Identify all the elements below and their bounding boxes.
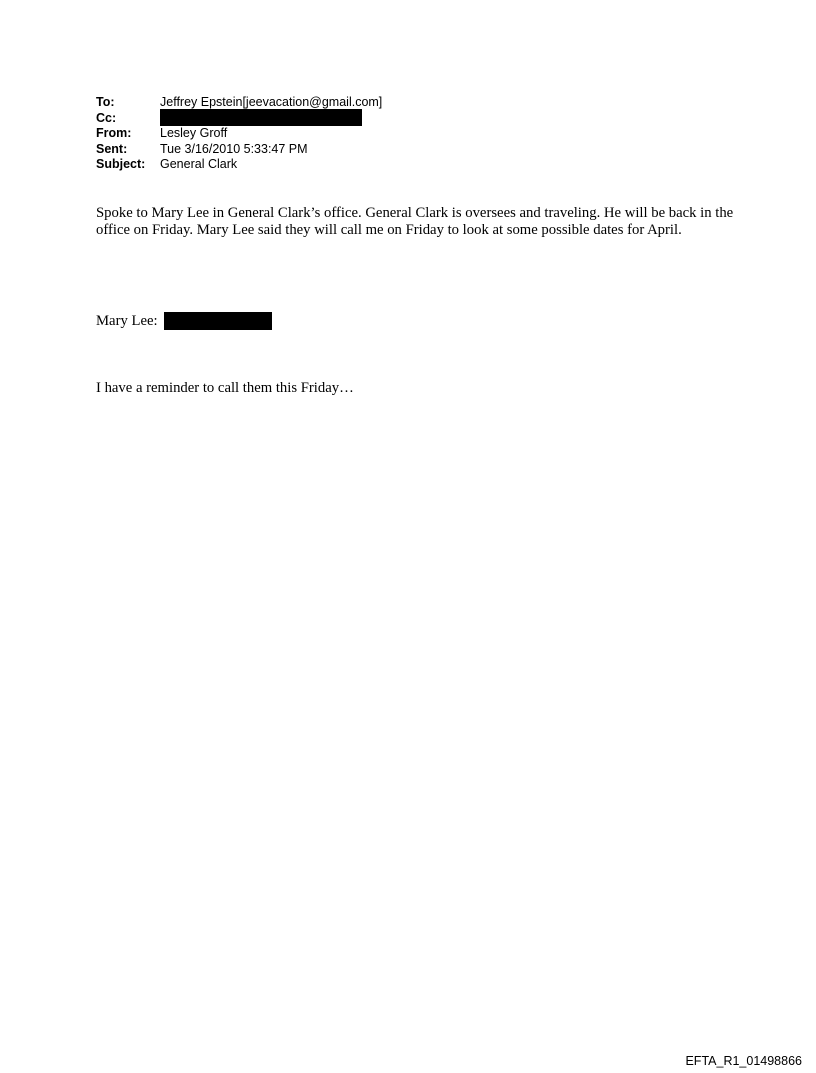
subject-row — [96, 157, 382, 173]
subject-label: Subject: — [96, 157, 146, 171]
sent-label: Sent: — [96, 141, 128, 156]
to-label: To: — [96, 95, 115, 109]
sent-row — [96, 142, 382, 158]
cc-redaction — [160, 109, 362, 126]
contact-redaction — [164, 312, 272, 330]
document-id: EFTA_R1_01498866 — [685, 1054, 802, 1068]
from-label: From: — [96, 126, 132, 140]
contact-line — [96, 312, 272, 330]
from-value: Lesley Groff — [160, 126, 228, 140]
contact-label: Mary Lee: — [96, 312, 158, 329]
subject-value: General Clark — [160, 157, 238, 171]
to-value: Jeffrey Epstein[jeevacation@gmail.com] — [160, 95, 383, 109]
from-row — [96, 126, 382, 142]
reminder-paragraph: I have a reminder to call them this Friday… — [96, 380, 354, 396]
email-header — [96, 95, 382, 173]
cc-label: Cc: — [96, 110, 117, 125]
cc-row — [96, 111, 382, 127]
body-paragraph: Spoke to Mary Lee in General Clark’s office. General Clark is oversees and traveling. He will be back in the office on Friday. Mary Lee said they will call me on Friday to look at some possible dates for April. — [96, 205, 734, 238]
sent-value: Tue 3/16/2010 5:33:47 PM — [160, 141, 308, 156]
email-body — [96, 205, 736, 396]
